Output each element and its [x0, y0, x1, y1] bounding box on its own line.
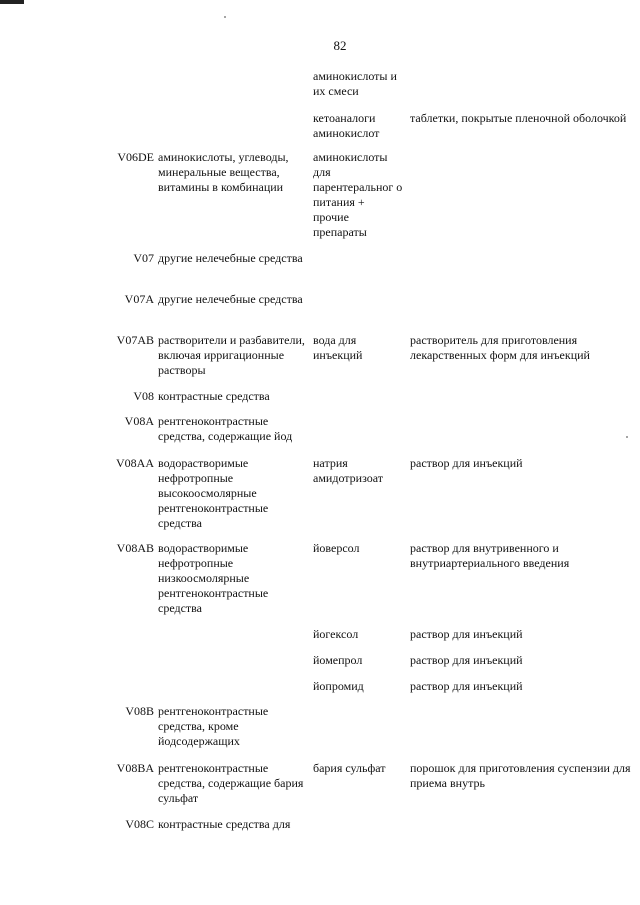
drug-name: аминокислоты и их смеси — [313, 69, 397, 98]
group-name: рентгеноконтрастные средства, кроме йодсодержащих — [158, 704, 269, 748]
atc-code: V08AB — [116, 541, 154, 555]
drug-name: бария сульфат — [313, 761, 386, 775]
dosage-form: раствор для инъекций — [410, 653, 523, 667]
atc-code: V07 — [133, 251, 154, 265]
atc-code: V08C — [125, 817, 154, 831]
drug-name: натрия амидотризоат — [313, 456, 384, 485]
dosage-form: растворитель для приготовления лекарственных форм для инъекций — [410, 333, 590, 362]
atc-code: V08 — [133, 389, 154, 403]
group-name: водорастворимые нефротропные высокоосмолярные рентгеноконтрастные средства — [158, 456, 269, 530]
group-name: водорастворимые нефротропные низкоосмолярные рентгеноконтрастные средства — [158, 541, 269, 615]
dosage-form: раствор для инъекций — [410, 456, 523, 470]
scan-speck — [626, 436, 628, 438]
dosage-form: таблетки, покрытые пленочной оболочкой — [410, 111, 627, 125]
group-name: контрастные средства — [158, 389, 270, 403]
drug-name: йопромид — [313, 679, 364, 693]
dosage-form: раствор для инъекций — [410, 627, 523, 641]
dosage-form: порошок для приготовления суспензии для приема внутрь — [410, 761, 631, 790]
atc-code: V07AB — [116, 333, 154, 347]
atc-code: V08BA — [116, 761, 154, 775]
group-name: другие нелечебные средства — [158, 292, 303, 306]
drug-name: кетоаналоги аминокислот — [313, 111, 380, 140]
atc-code: V08B — [125, 704, 154, 718]
group-name: контрастные средства для — [158, 817, 291, 831]
dosage-form: раствор для внутривенного и внутриартериального введения — [410, 541, 570, 570]
group-name: рентгеноконтрастные средства, содержащие йод — [158, 414, 293, 443]
group-name: другие нелечебные средства — [158, 251, 303, 265]
group-name: аминокислоты, углеводы, минеральные вещества, витамины в комбинации — [158, 150, 289, 194]
drug-name: вода для инъекций — [313, 333, 363, 362]
drug-name: йогексол — [313, 627, 359, 641]
drug-name: йомепрол — [313, 653, 363, 667]
scan-speck — [224, 16, 226, 18]
page-number: 82 — [333, 38, 347, 53]
drug-name: йоверсол — [313, 541, 360, 555]
group-name: рентгеноконтрастные средства, содержащие бария сульфат — [158, 761, 304, 805]
drug-name: аминокислоты для парентеральног о питания + прочие препараты — [313, 150, 403, 239]
atc-code: V06DE — [117, 150, 154, 164]
scan-artifact-mark — [0, 0, 24, 4]
atc-code: V08AA — [116, 456, 154, 470]
atc-code: V08A — [124, 414, 154, 428]
atc-code: V07A — [124, 292, 154, 306]
group-name: растворители и разбавители, включая ирригационные растворы — [158, 333, 305, 377]
dosage-form: раствор для инъекций — [410, 679, 523, 693]
